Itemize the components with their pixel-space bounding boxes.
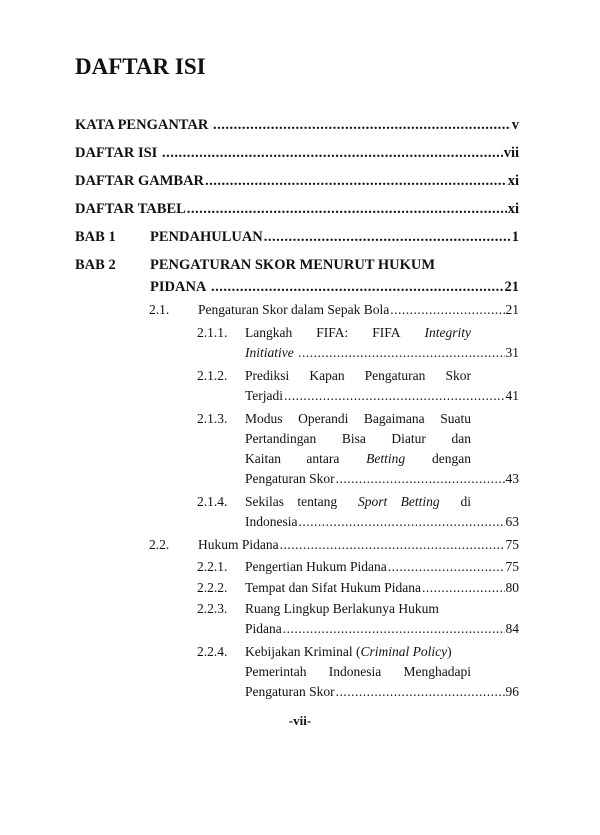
dot-leader: [283, 621, 505, 637]
entry-text-italic: Criminal Policy: [360, 644, 448, 659]
page-title: DAFTAR ISI: [75, 54, 206, 79]
toc-entry-daftar-gambar[interactable]: [75, 173, 519, 190]
toc-entry-daftar-tabel[interactable]: [75, 201, 519, 218]
toc-entry-2-2-4-line1[interactable]: [245, 644, 452, 660]
toc-entry-2-1-3-line1[interactable]: Modus Operandi Bagaimana Suatu: [245, 411, 471, 426]
entry-text: Terjadi: [245, 388, 284, 403]
entry-text: Ruang Lingkup Berlakunya Hukum: [245, 601, 439, 616]
toc-entry-2-2-3-line2[interactable]: [245, 621, 519, 637]
entry-text: Kebijakan Kriminal (: [245, 644, 361, 659]
dot-leader: [298, 514, 504, 530]
section-number: 2.1.4.: [197, 494, 228, 509]
dot-leader: [280, 537, 505, 553]
dot-leader: [205, 173, 507, 190]
section-number: 2.1.1.: [197, 325, 228, 340]
entry-label: KATA PENGANTAR: [75, 117, 209, 133]
toc-entry-2-2-4-line2[interactable]: Pemerintah Indonesia Menghadapi: [245, 664, 471, 679]
entry-text: Indonesia: [245, 514, 298, 529]
entry-page: xi: [507, 201, 519, 217]
toc-entry-2-2[interactable]: [198, 537, 519, 553]
dot-leader: [390, 302, 504, 318]
entry-page: 80: [505, 580, 519, 595]
toc-entry-bab-1[interactable]: [150, 229, 519, 246]
entry-page: 21: [505, 302, 519, 317]
dot-leader: [162, 145, 503, 162]
toc-entry-2-2-3-line1[interactable]: [245, 601, 439, 617]
entry-page: 43: [505, 471, 519, 486]
entry-text: Pengaturan Skor: [245, 471, 335, 486]
entry-text: ): [447, 644, 452, 659]
chapter-number: BAB 1: [75, 229, 116, 245]
entry-text-italic: Integrity: [424, 325, 471, 340]
toc-entry-2-1-3-line3[interactable]: [245, 451, 471, 467]
entry-text-italic: Sport Betting: [357, 494, 440, 509]
toc-entry-2-1-1-line2[interactable]: [245, 345, 519, 361]
toc-entry-bab-2-line1[interactable]: [150, 257, 435, 274]
toc-entry-2-1[interactable]: [198, 302, 519, 318]
entry-text: Kaitan antara: [245, 451, 340, 466]
section-number: 2.2.4.: [197, 644, 228, 659]
dot-leader: [336, 471, 505, 487]
toc-entry-2-1-2-line2[interactable]: [245, 388, 519, 404]
dot-leader: [187, 201, 507, 218]
section-number: 2.2.2.: [197, 580, 228, 595]
entry-page: 31: [505, 345, 519, 360]
chapter-number: BAB 2: [75, 257, 116, 273]
dot-leader: [422, 580, 504, 596]
section-number: 2.2.1.: [197, 559, 228, 574]
entry-label: DAFTAR GAMBAR: [75, 173, 205, 189]
entry-label: DAFTAR TABEL: [75, 201, 186, 217]
entry-label: PENDAHULUAN: [150, 229, 263, 245]
section-number: 2.1.: [149, 302, 170, 317]
dot-leader: [264, 229, 511, 246]
section-number: 2.1.3.: [197, 411, 228, 426]
entry-text: Pengaturan Skor: [245, 684, 335, 699]
dot-leader: [298, 345, 504, 361]
entry-page: 75: [505, 537, 519, 552]
dot-leader: [211, 279, 503, 296]
section-number: 2.1.2.: [197, 368, 228, 383]
entry-page: v: [511, 117, 519, 133]
toc-entry-2-1-1-line1[interactable]: [245, 325, 471, 341]
entry-text: di: [460, 494, 471, 509]
section-number: 2.2.: [149, 537, 170, 552]
dot-leader: [336, 684, 505, 700]
entry-label: Pengertian Hukum Pidana: [245, 559, 387, 574]
entry-page: 41: [505, 388, 519, 403]
entry-page: 63: [505, 514, 519, 529]
dot-leader: [284, 388, 504, 404]
toc-entry-2-2-4-line3[interactable]: [245, 684, 519, 700]
entry-label: PENGATURAN SKOR MENURUT HUKUM: [150, 257, 436, 273]
dot-leader: [388, 559, 505, 575]
entry-text: dengan: [432, 451, 471, 466]
entry-page: 96: [505, 684, 519, 699]
page-number-footer: -vii-: [288, 713, 312, 728]
dot-leader: [213, 117, 511, 134]
entry-text: Sekilas tentang: [245, 494, 338, 509]
toc-entry-2-2-2[interactable]: [245, 580, 519, 596]
entry-label: PIDANA: [150, 279, 207, 295]
entry-text-italic: Betting: [366, 451, 406, 466]
toc-entry-2-1-4-line1[interactable]: [245, 494, 471, 510]
toc-entry-2-1-4-line2[interactable]: [245, 514, 519, 530]
entry-text: Langkah: [245, 325, 293, 340]
entry-text: Pidana: [245, 621, 282, 636]
entry-page: 21: [504, 279, 519, 295]
toc-entry-2-2-1[interactable]: [245, 559, 519, 575]
entry-label: Tempat dan Sifat Hukum Pidana: [245, 580, 422, 595]
toc-entry-kata-pengantar[interactable]: [75, 117, 519, 134]
entry-page: vii: [503, 145, 519, 161]
entry-page: 1: [511, 229, 519, 245]
entry-text-italic: Initiative: [245, 345, 294, 360]
toc-entry-2-1-3-line2[interactable]: Pertandingan Bisa Diatur dan: [245, 431, 471, 446]
toc-entry-bab-2-line2[interactable]: [150, 279, 519, 296]
entry-page: 84: [505, 621, 519, 636]
entry-label: DAFTAR ISI: [75, 145, 158, 161]
entry-text: FIFA:: [316, 325, 349, 340]
section-number: 2.2.3.: [197, 601, 228, 616]
entry-page: 75: [505, 559, 519, 574]
entry-page: xi: [507, 173, 519, 189]
entry-label: Hukum Pidana: [198, 537, 279, 552]
toc-entry-daftar-isi[interactable]: [75, 145, 519, 162]
toc-entry-2-1-3-line4[interactable]: [245, 471, 519, 487]
entry-label: Pengaturan Skor dalam Sepak Bola: [198, 302, 390, 317]
toc-entry-2-1-2-line1[interactable]: Prediksi Kapan Pengaturan Skor: [245, 368, 471, 383]
entry-text: FIFA: [372, 325, 401, 340]
